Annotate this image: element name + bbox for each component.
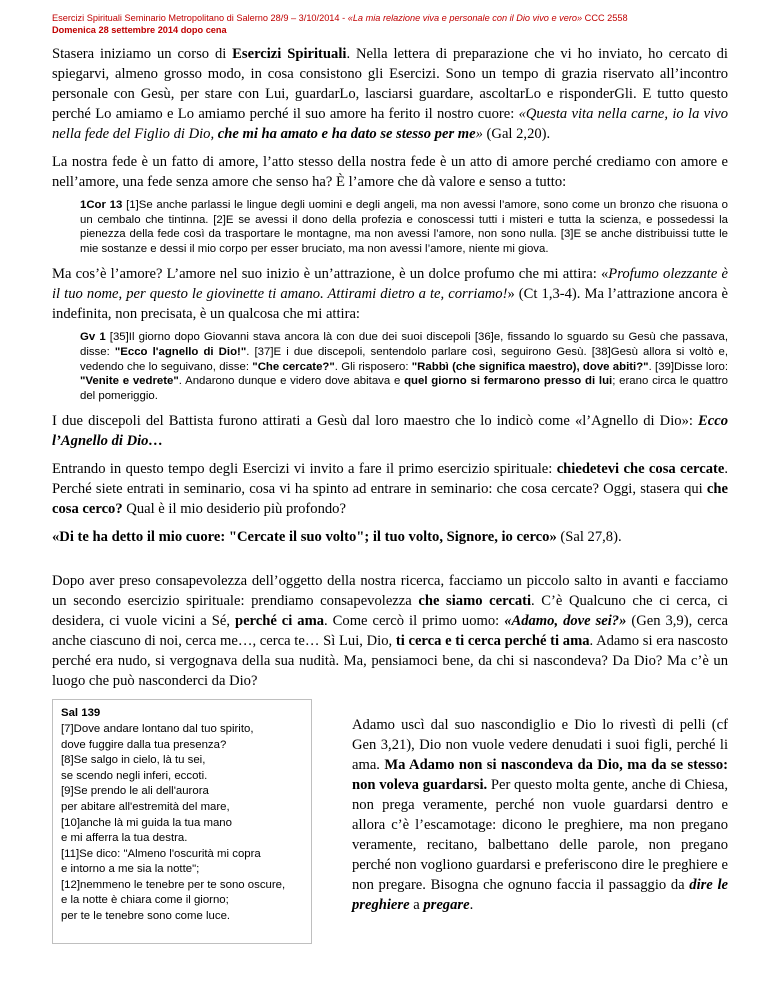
two-column-section	[52, 699, 728, 943]
psalm-line: [9]Se prendo le ali dell'aurora	[61, 785, 209, 798]
psalm-line: e mi afferra la tua destra.	[61, 832, 188, 845]
paragraph-first-exercise: Entrando in questo tempo degli Esercizi vi invito a fare il primo esercizio spirituale: chiedetevi che cosa cercate. Perché siete entrati in seminario, cosa vi ha spinto ad entrare in seminario: che cosa cercate? Oggi, stasera qui che cosa cerco? Qual è il mio desiderio più profondo?	[52, 461, 728, 518]
psalm-line: e la notte è chiara come il giorno;	[61, 894, 229, 907]
quote-1cor13: 1Cor 13 [1]Se anche parlassi le lingue degli uomini e degli angeli, ma non avessi l’amore, sono come un bronzo che risuona o un cembalo che tintinna. [2]E se avessi il dono della profezia e conoscessi tutti i misteri e tutta la scienza, e possedessi la pienezza della fede così da trasportare le montagne, ma non avessi l’amore, non sono nulla. [3]E se anche distribuissi tutte le mie sostanze e dessi il mio corpo per esser bruciato, ma non avessi l’amore, niente mi giova.	[80, 199, 728, 255]
page-header	[52, 12, 728, 36]
psalm-line: [10]anche là mi guida la tua mano	[61, 816, 232, 829]
psalm-139-title: Sal 139	[61, 707, 101, 720]
psalm-line: [12]nemmeno le tenebre per te sono oscure,	[61, 878, 286, 891]
psalm-line: dove fuggire dalla tua presenza?	[61, 738, 227, 751]
paragraph-psalm-27: «Di te ha detto il mio cuore: "Cercate il suo volto"; il tuo volto, Signore, io cerco» (Sal 27,8).	[52, 529, 622, 546]
psalm-139-box	[52, 699, 312, 943]
psalm-line: [11]Se dico: "Almeno l'oscurità mi copra	[61, 847, 261, 860]
quote-gv1: Gv 1 [35]Il giorno dopo Giovanni stava ancora là con due dei suoi discepoli [36]e, fissando lo sguardo su Gesù che passava, disse: "Ecco l'agnello di Dio!". [37]E i due discepoli, sentendolo parlare così, seguirono Gesù. [38]Gesù allora si voltò e, vedendo che lo seguivano, disse: "Che cercate?". Gli risposero: "Rabbì (che significa maestro), dove abiti?". [39]Disse loro: "Venite e vedrete". Andarono dunque e videro dove abitava e quel giorno si fermarono presso di lui; erano circa le quattro del pomeriggio.	[80, 331, 729, 402]
paragraph-adam: Adamo uscì dal suo nascondiglio e Dio lo rivestì di pelli (cf Gen 3,21), Dio non vuole vedere denudati i suoi figli, perché li ama. Ma Adamo non si nascondeva da Dio, ma da se stesso: non voleva guardarsi. Per questo molta gente, anche di Chiesa, non prega veramente, perché non vuole guardarsi dentro e allora c’è l’escamotage: dicono le preghiere, ma non pregano veramente, recitano, balbettano delle parole, non pregano perché non vogliono guardarsi e preferiscono dire le preghiere e non pregare. Bisogna che ognuno faccia il passaggio da dire le preghiere a pregare.	[352, 717, 728, 914]
paragraph-disciples: I due discepoli del Battista furono attirati a Gesù dal loro maestro che lo indicò come «l’Agnello di Dio»: Ecco l’Agnello di Dio…	[52, 413, 728, 450]
paragraph-attraction: Ma cos’è l’amore? L’amore nel suo inizio è un’attrazione, è un dolce profumo che mi attira: «Profumo olezzante è il tuo nome, per questo le giovinette ti amano. Attirami dietro a te, corriamo!» (Ct 1,3-4). Ma l’attrazione ancora è indefinita, non precisata, è un qualcosa che mi attira:	[52, 266, 728, 323]
psalm-line: [8]Se salgo in cielo, là tu sei,	[61, 754, 206, 767]
header-line-1: Esercizi Spirituali Seminario Metropolitano di Salerno 28/9 – 3/10/2014 - «La mia relazione viva e personale con il Dio vivo e vero» CCC 2558	[52, 13, 628, 23]
paragraph-intro: Stasera iniziamo un corso di Esercizi Spirituali. Nella lettera di preparazione che vi ho inviato, ho cercato di spiegarvi, almeno grosso modo, in cosa consistono gli Esercizi. Sono un tempo di grazia riservato all’incontro personale con Gesù, per stare con Lui, guardarLo, lasciarsi guardare, ascoltarLo e risponderGli. E tutto questo perché Lo amiamo e Lo amiamo perché il suo amore ha ferito il nostro cuore: «Questa vita nella carne, io la vivo nella fede del Figlio di Dio, che mi ha amato e ha dato se stesso per me» (Gal 2,20).	[52, 46, 728, 142]
psalm-line: se scendo negli inferi, eccoti.	[61, 769, 208, 782]
psalm-line: [7]Dove andare lontano dal tuo spirito,	[61, 722, 254, 735]
psalm-line: e intorno a me sia la notte";	[61, 863, 200, 876]
psalm-line: per abitare all'estremità del mare,	[61, 800, 230, 813]
paragraph-faith-love: La nostra fede è un fatto di amore, l’atto stesso della nostra fede è un atto di amore perché crediamo con amore e nell’amore, una fede senza amore che senso ha? È l’amore che dà valore e senso a tutto:	[52, 154, 728, 190]
paragraph-second-exercise: Dopo aver preso consapevolezza dell’oggetto della nostra ricerca, facciamo un piccolo salto in avanti e facciamo un secondo esercizio spirituale: prendiamo consapevolezza che siamo cercati. C’è Qualcuno che ci cerca, ci desidera, ci vuole vicini a Sé, perché ci ama. Come cercò il primo uomo: «Adamo, dove sei?» (Gen 3,9), cerca anche ciascuno di noi, cerca me…, cerca te… Sì Lui, Dio, ti cerca e ti cerca perché ti ama. Adamo si era nascosto perché era nudo, si vergognava della sua nudità. Ma, pensiamoci bene, da chi si nascondeva? Da Dio? Ma c’è un luogo che può nasconderci da Dio?	[52, 573, 728, 690]
header-line-2: Domenica 28 settembre 2014 dopo cena	[52, 25, 227, 35]
psalm-line: per te le tenebre sono come luce.	[61, 910, 231, 923]
